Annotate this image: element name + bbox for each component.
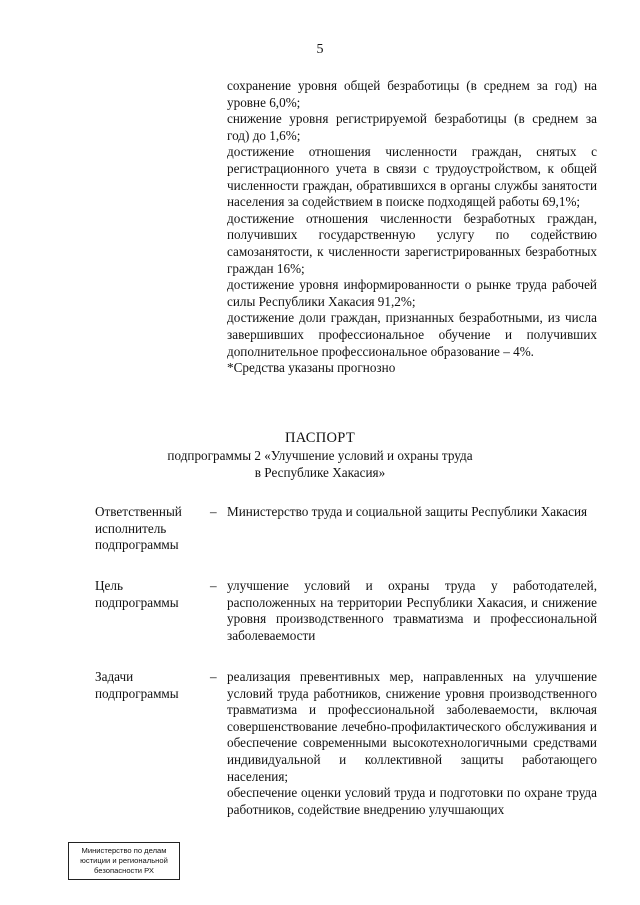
stamp-line: безопасности РХ bbox=[94, 866, 154, 875]
row-label: Задачи подпрограммы bbox=[95, 669, 179, 701]
row-value bbox=[227, 669, 597, 818]
intro-list bbox=[227, 78, 597, 377]
intro-item: снижение уровня регистрируемой безработицы (в среднем за год) до 1,6%; bbox=[227, 111, 597, 143]
row-value bbox=[227, 504, 597, 521]
row-value-text: Министерство труда и социальной защиты Республики Хакасия bbox=[227, 504, 588, 519]
row-value-text: обеспечение оценки условий труда и подготовки по охране труда работников, содействие внедрению улучшающих bbox=[227, 785, 597, 817]
intro-item: достижение уровня информированности о рынке труда рабочей силы Республики Хакасия 91,2%; bbox=[227, 277, 597, 309]
intro-item: сохранение уровня общей безработицы (в среднем за год) на уровне 6,0%; bbox=[227, 78, 597, 110]
row-label: Ответственный исполнитель подпрограммы bbox=[95, 504, 182, 553]
passport-subtitle-line: подпрограммы 2 «Улучшение условий и охраны труда bbox=[167, 448, 473, 463]
row-dash: – bbox=[210, 504, 217, 519]
stamp-line: юстиции и региональной bbox=[80, 856, 168, 865]
passport-title: ПАСПОРТ bbox=[284, 430, 356, 446]
intro-item: достижение отношения численности безработных граждан, получивших государственную услугу по содействию самозанятости, к численности зарегистрированных безработных граждан 16%; bbox=[227, 210, 597, 276]
row-label: Цель подпрограммы bbox=[95, 578, 179, 610]
funding-note: *Средства указаны прогнозно bbox=[227, 360, 396, 376]
row-value-text: реализация превентивных мер, направленных на улучшение условий труда работников, снижение уровня производственного травматизма и профессиональной заболеваемости, включая совершенствование лечебно-профилактического обслуживания и обеспечение современными высокотехнологичными средствами индивидуальной и коллективной защиты работающего населения; bbox=[227, 669, 597, 784]
registration-stamp bbox=[68, 842, 180, 880]
row-dash: – bbox=[210, 669, 217, 684]
page-number: 5 bbox=[316, 42, 324, 57]
intro-item: достижение отношения численности граждан, снятых с регистрационного учета в связи с трудоустройством, к общей численности граждан, обратившихся в органы службы занятости населения за содействием в поиске подходящей работы 69,1%; bbox=[227, 144, 597, 210]
stamp-line: Министерство по делам bbox=[81, 846, 167, 855]
row-dash: – bbox=[210, 578, 217, 593]
passport-subtitle bbox=[0, 448, 640, 481]
row-value-text: улучшение условий и охраны труда у работодателей, расположенных на территории Республики Хакасия, и снижение уровня производственного травматизма и профессиональной заболеваемости bbox=[227, 578, 597, 643]
row-value bbox=[227, 578, 597, 644]
intro-item: достижение доли граждан, признанных безработными, из числа завершивших профессиональное обучение и получивших дополнительное профессиональное образование – 4%. bbox=[227, 310, 597, 359]
passport-subtitle-line: в Республике Хакасия» bbox=[254, 464, 386, 480]
